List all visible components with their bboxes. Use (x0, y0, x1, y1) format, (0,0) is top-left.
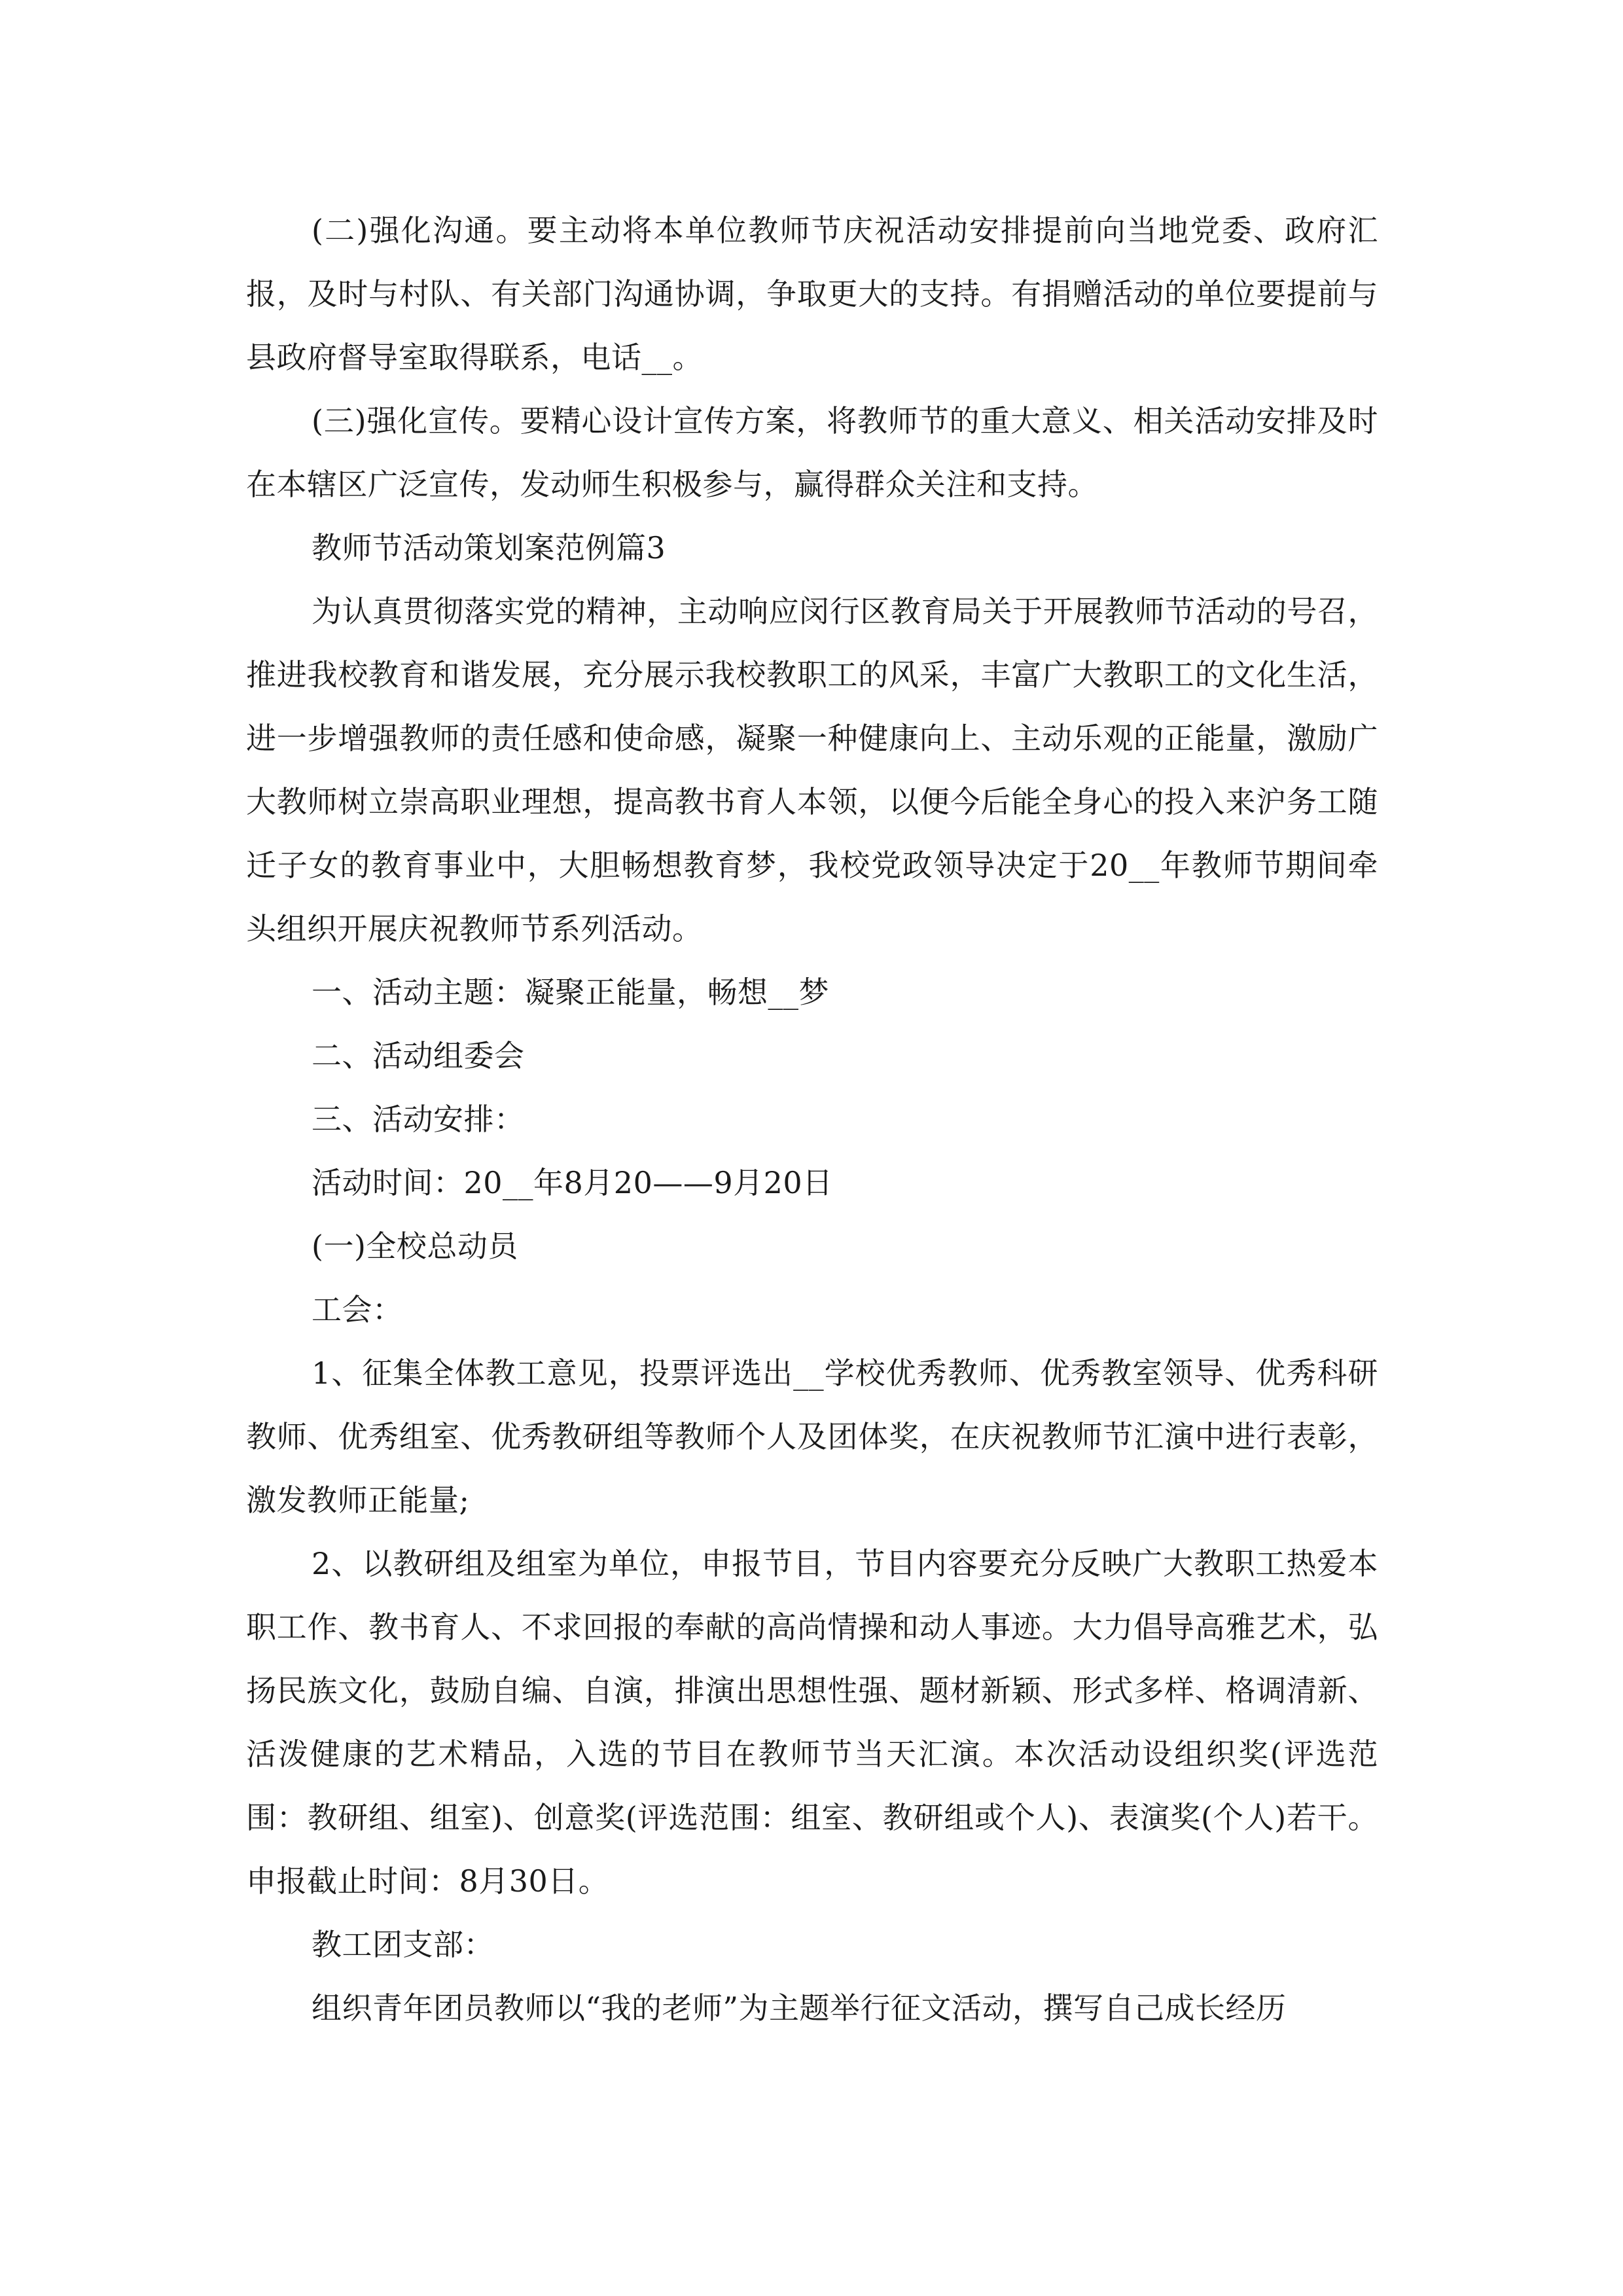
paragraph-essay-activity: 组织青年团员教师以“我的老师”为主题举行征文活动，撰写自己成长经历 (312, 1990, 1287, 2026)
paragraph-school-mobilization: (一)全校总动员 (312, 1229, 518, 1264)
paragraph-activity-time: 活动时间：20__年8月20——9月20日 (312, 1165, 833, 1200)
paragraph-introduction: 为认真贯彻落实党的精神，主动响应闵行区教育局关于开展教师节活动的号召，推进我校教育和谐发展，充分展示我校教职工的风采，丰富广大教职工的文化生活，进一步增强教师的责任感和使命感，凝聚一种健康向上、主动乐观的正能量，激励广大教师树立崇高职业理想，提高教书育人本领，以便今后能全身心的投入来沪务工随迁子女的教育事业中，大胆畅想教育梦，我校党政领导决定于20__年教师节期间牵头组织开展庆祝教师节系列活动。 (246, 594, 1378, 946)
paragraph-item-2: 2、以教研组及组室为单位，申报节目，节目内容要充分反映广大教职工热爱本职工作、教书育人、不求回报的奉献的高尚情操和动人事迹。大力倡导高雅艺术，弘扬民族文化，鼓励自编、自演，排演出思想性强、题材新颖、形式多样、格调清新、活泼健康的艺术精品，入选的节目在教师节当天汇演。本次活动设组织奖(评选范围：教研组、组室)、创意奖(评选范围：组室、教研组或个人)、表演奖(个人)若干。申报截止时间：8月30日。 (246, 1546, 1378, 1899)
section-heading-example-3: 教师节活动策划案范例篇3 (312, 530, 666, 565)
paragraph-youth-league-label: 教工团支部： (312, 1927, 494, 1962)
document-body (246, 199, 1378, 2040)
paragraph-strengthen-publicity: (三)强化宣传。要精心设计宣传方案，将教师节的重大意义、相关活动安排及时在本辖区广泛宣传，发动师生积极参与，赢得群众关注和支持。 (246, 403, 1378, 502)
paragraph-item-1: 1、征集全体教工意见，投票评选出__学校优秀教师、优秀教室领导、优秀科研教师、优秀组室、优秀教研组等教师个人及团体奖，在庆祝教师节汇演中进行表彰，激发教师正能量; (246, 1355, 1378, 1518)
paragraph-organizing-committee: 二、活动组委会 (312, 1038, 525, 1073)
paragraph-union-label: 工会： (312, 1292, 403, 1327)
paragraph-strengthen-communication: (二)强化沟通。要主动将本单位教师节庆祝活动安排提前向当地党委、政府汇报，及时与村队、有关部门沟通协调，争取更大的支持。有捐赠活动的单位要提前与县政府督导室取得联系，电话__。 (246, 213, 1378, 375)
paragraph-activity-arrangement: 三、活动安排： (312, 1102, 525, 1137)
paragraph-activity-theme: 一、活动主题：凝聚正能量，畅想__梦 (312, 975, 829, 1010)
